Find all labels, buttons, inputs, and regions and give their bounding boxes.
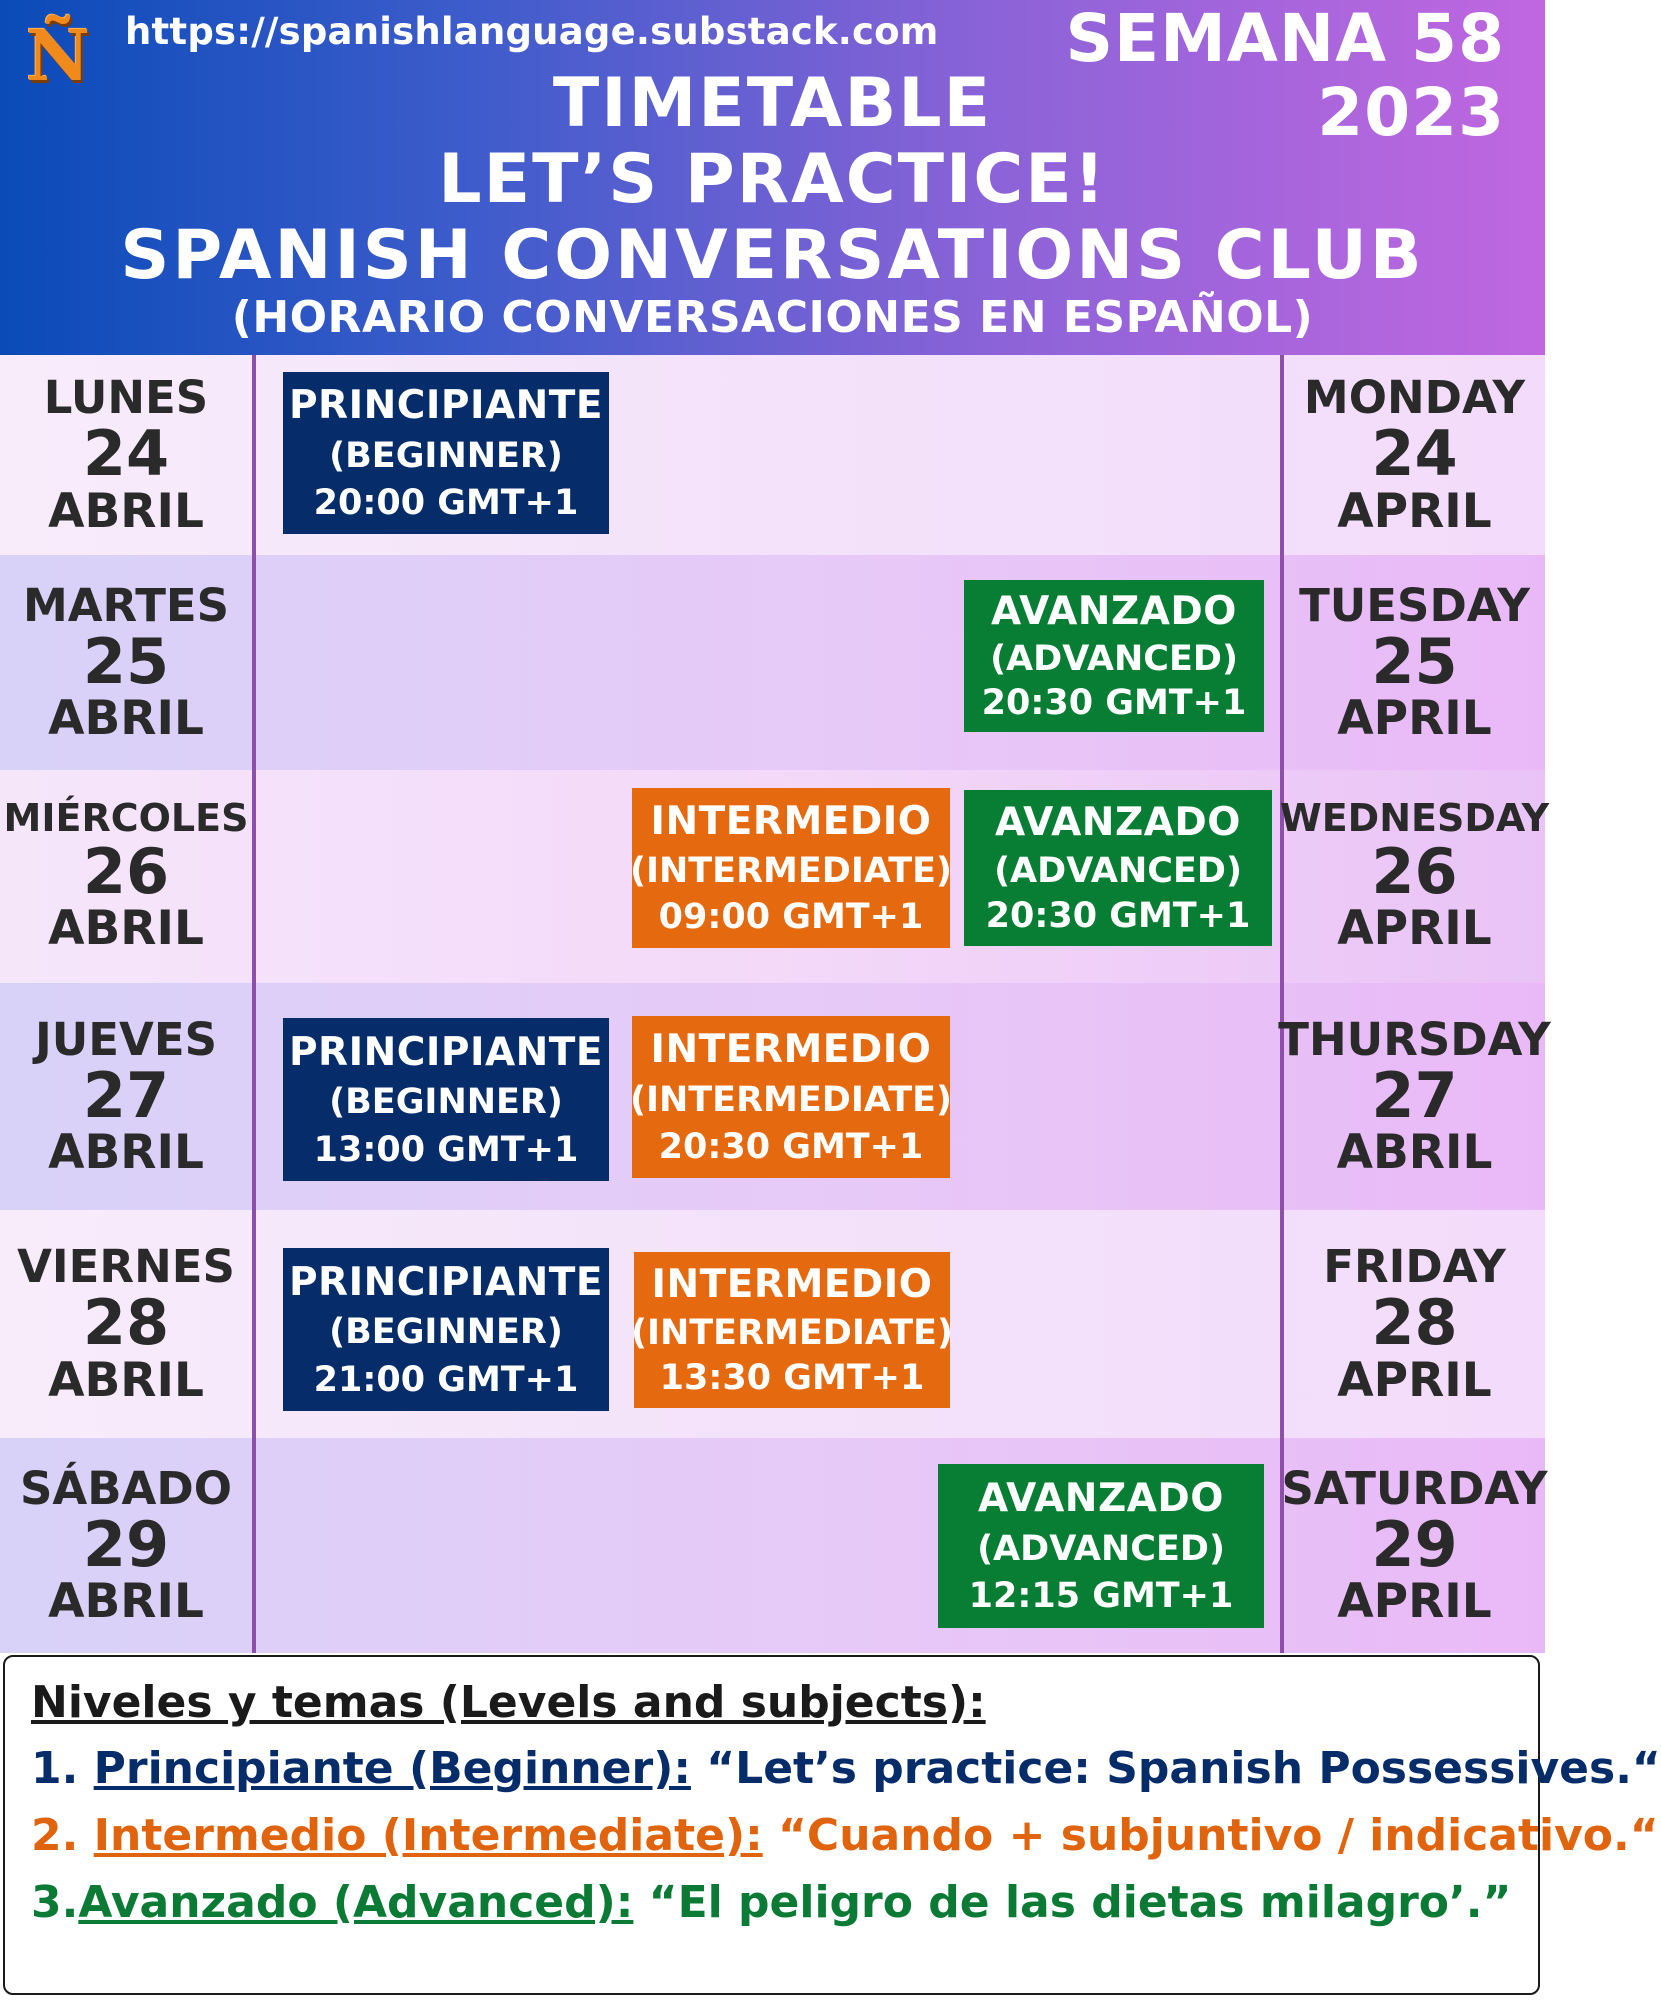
session-friday-beginner[interactable]: PRINCIPIANTE (BEGINNER) 21:00 GMT+1	[283, 1248, 609, 1411]
site-url[interactable]: https://spanishlanguage.substack.com	[125, 10, 939, 53]
title-lets-practice: LET’S PRACTICE!	[438, 140, 1107, 219]
day-en-thursday: THURSDAY 27 ABRIL	[1278, 1012, 1551, 1180]
legend-item-advanced: 3.Avanzado (Advanced): “El peligro de las dietas milagro’.”	[31, 1877, 1512, 1928]
legend-item-intermediate: 2. Intermedio (Intermediate): “Cuando + subjuntivo / indicativo.“	[31, 1810, 1659, 1861]
day-en-friday: FRIDAY 28 APRIL	[1323, 1240, 1506, 1408]
session-wednesday-advanced[interactable]: AVANZADO (ADVANCED) 20:30 GMT+1	[964, 790, 1272, 946]
day-en-monday: MONDAY 24 APRIL	[1303, 371, 1526, 539]
title-timetable: TIMETABLE	[552, 64, 993, 143]
legend-title: Niveles y temas (Levels and subjects):	[31, 1677, 986, 1728]
session-saturday-advanced[interactable]: AVANZADO (ADVANCED) 12:15 GMT+1	[938, 1464, 1264, 1628]
day-en-wednesday: WEDNESDAY 26 APRIL	[1279, 796, 1550, 957]
subtitle-spanish: (HORARIO CONVERSACIONES EN ESPAÑOL)	[231, 292, 1314, 343]
day-en-saturday: SATURDAY 29 APRIL	[1281, 1461, 1548, 1629]
session-thursday-intermediate[interactable]: INTERMEDIO (INTERMEDIATE) 20:30 GMT+1	[632, 1016, 950, 1178]
week-number: SEMANA 58	[1065, 0, 1505, 77]
day-es-monday: LUNES 24 ABRIL	[43, 371, 209, 539]
legend-box	[3, 1655, 1661, 1995]
day-es-tuesday: MARTES 25 ABRIL	[22, 578, 230, 746]
day-es-thursday: JUEVES 27 ABRIL	[35, 1012, 217, 1180]
day-es-saturday: SÁBADO 29 ABRIL	[20, 1461, 232, 1629]
title-club: SPANISH CONVERSATIONS CLUB	[120, 216, 1425, 295]
session-wednesday-intermediate[interactable]: INTERMEDIO (INTERMEDIATE) 09:00 GMT+1	[632, 788, 950, 948]
session-friday-intermediate[interactable]: INTERMEDIO (INTERMEDIATE) 13:30 GMT+1	[634, 1252, 950, 1408]
day-es-wednesday: MIÉRCOLES 26 ABRIL	[3, 796, 249, 957]
day-en-tuesday: TUESDAY 25 APRIL	[1299, 578, 1530, 746]
session-tuesday-advanced[interactable]: AVANZADO (ADVANCED) 20:30 GMT+1	[964, 580, 1264, 732]
year: 2023	[1317, 74, 1505, 151]
header-banner	[0, 0, 1545, 355]
n-tilde-logo-icon: Ñ	[26, 13, 90, 97]
day-es-friday: VIERNES 28 ABRIL	[17, 1240, 235, 1408]
legend-item-beginner: 1. Principiante (Beginner): “Let’s practice: Spanish Possessives.“	[31, 1743, 1661, 1794]
session-thursday-beginner[interactable]: PRINCIPIANTE (BEGINNER) 13:00 GMT+1	[283, 1018, 609, 1181]
session-monday-beginner[interactable]: PRINCIPIANTE (BEGINNER) 20:00 GMT+1	[283, 372, 609, 534]
left-divider	[252, 355, 256, 1653]
